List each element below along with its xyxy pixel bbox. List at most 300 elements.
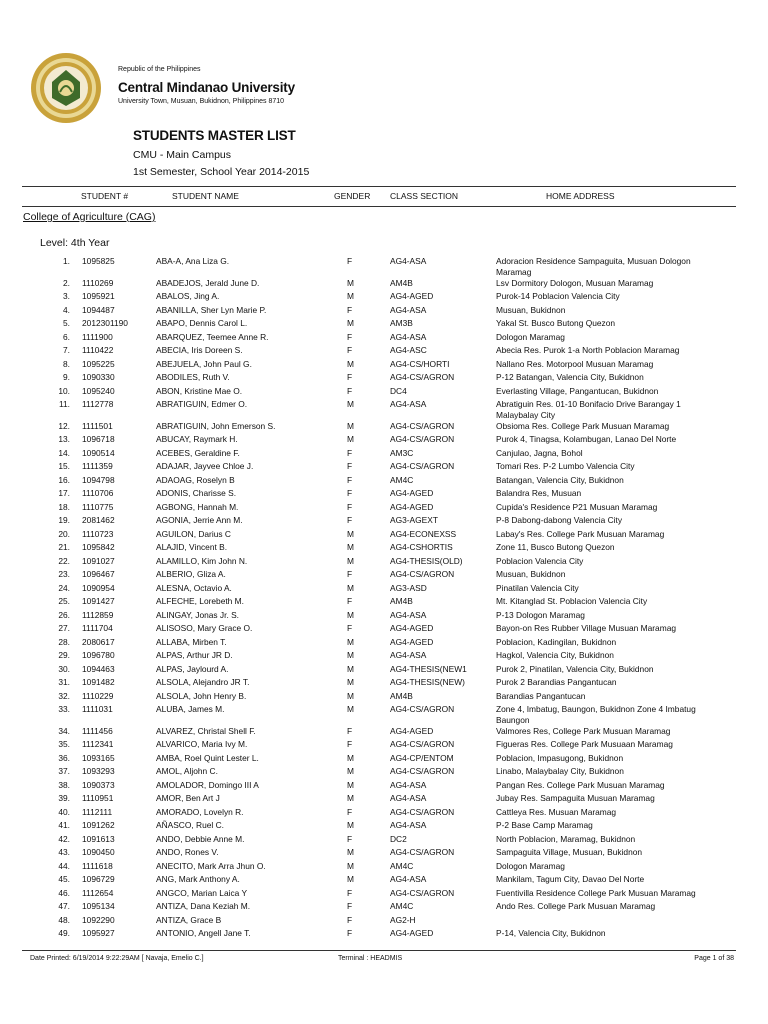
- student-name: ABA-A, Ana Liza G.: [156, 256, 230, 266]
- document-title: STUDENTS MASTER LIST: [133, 128, 296, 143]
- student-name: ACEBES, Geraldine F.: [156, 447, 240, 458]
- table-row: [0, 421, 768, 435]
- table-row: [0, 901, 768, 915]
- class-section: AG4-AGED: [390, 725, 434, 736]
- row-number: 13.: [58, 434, 70, 444]
- student-name: AMORADO, Lovelyn R.: [156, 806, 244, 817]
- class-section: AG4-THESIS(OLD): [390, 555, 463, 566]
- row-number: 17.: [58, 488, 70, 498]
- term-label: 1st Semester, School Year 2014-2015: [133, 166, 310, 178]
- student-id: 1095240: [82, 385, 115, 396]
- student-name: ALSOLA, Alejandro JR T.: [156, 677, 250, 687]
- row-number: 38.: [58, 779, 70, 790]
- home-address: Poblacion Valencia City: [496, 555, 584, 566]
- student-name: ANGCO, Marian Laica Y: [156, 887, 248, 898]
- class-section: AG4-THESIS(NEW1: [390, 663, 467, 674]
- student-id: 1095921: [82, 291, 115, 301]
- student-id: 1095825: [82, 256, 115, 266]
- university-address: University Town, Musuan, Bukidnon, Philippines 8710: [118, 98, 285, 105]
- class-section: AG4-CS/AGRON: [390, 420, 455, 431]
- student-gender: F: [347, 928, 353, 938]
- student-name: ANTIZA, Grace B: [156, 914, 222, 925]
- student-name: ABARQUEZ, Teemee Anne R.: [156, 331, 269, 342]
- class-section: AG4-CS/AGRON: [390, 434, 455, 444]
- student-name: ABANILLA, Sher Lyn Marie P.: [156, 304, 267, 315]
- student-name: ABODILES, Ruth V.: [156, 372, 230, 382]
- student-gender: F: [347, 501, 353, 512]
- home-address: P-13 Dologon Maramag: [496, 609, 585, 620]
- table-row: [0, 915, 768, 929]
- student-gender: M: [347, 847, 354, 857]
- class-section: AG4-ASA: [390, 820, 427, 830]
- row-number: 33.: [58, 704, 70, 714]
- home-address: Figueras Res. College Park Musuaan Maramag: [496, 739, 673, 749]
- table-row: [0, 291, 768, 305]
- home-address: P-12 Batangan, Valencia City, Bukidnon: [496, 372, 644, 382]
- home-address: Obsioma Res. College Park Musuan Maramag: [496, 420, 670, 431]
- student-gender: F: [347, 739, 353, 749]
- home-address: Jubay Res. Sampaguita Musuan Maramag: [496, 793, 655, 803]
- row-number: 23.: [58, 569, 70, 579]
- student-gender: F: [347, 331, 353, 342]
- class-section: DC4: [390, 385, 407, 396]
- col-gender: GENDER: [334, 191, 371, 201]
- class-section: AG4-ASA: [390, 779, 427, 790]
- row-number: 27.: [58, 623, 70, 633]
- home-address: P-8 Dabong-dabong Valencia City: [496, 515, 623, 525]
- student-gender: F: [347, 914, 353, 925]
- table-row: [0, 488, 768, 502]
- class-section: AG4-ASA: [390, 609, 427, 620]
- student-gender: F: [347, 345, 353, 355]
- table-row: [0, 318, 768, 332]
- table-row: [0, 820, 768, 834]
- student-gender: F: [347, 372, 353, 382]
- table-row: [0, 305, 768, 319]
- row-number: 49.: [58, 928, 70, 938]
- student-name: AÑASCO, Ruel C.: [156, 820, 224, 830]
- table-row: [0, 610, 768, 624]
- table-row: [0, 753, 768, 767]
- student-id: 1091613: [82, 833, 115, 844]
- student-id: 1111031: [82, 704, 113, 714]
- class-section: AG4-AGED: [390, 636, 434, 647]
- row-number: 24.: [58, 582, 70, 593]
- student-name: ALLABA, Mirben T.: [156, 636, 227, 647]
- home-address: Purok 2, Pinatilan, Valencia City, Bukidnon: [496, 663, 654, 674]
- table-row: [0, 637, 768, 651]
- campus-label: CMU - Main Campus: [133, 149, 232, 161]
- table-row: [0, 502, 768, 516]
- student-id: 2080617: [82, 636, 115, 647]
- student-name: ALAJID, Vincent B.: [156, 542, 228, 552]
- level-heading: Level: 4th Year: [40, 237, 110, 249]
- home-address: Purok 4, Tinagsa, Kolambugan, Lanao Del Norte: [496, 434, 677, 444]
- class-section: AG4-CS/HORTI: [390, 358, 450, 369]
- student-gender: F: [347, 256, 353, 266]
- home-address: Everlasting Village, Pangantucan, Bukidnon: [496, 385, 659, 396]
- home-address: Hagkol, Valencia City, Bukidnon: [496, 650, 614, 660]
- table-row: [0, 739, 768, 753]
- row-number: 16.: [58, 474, 70, 485]
- university-seal-logo: [30, 52, 102, 124]
- student-gender: M: [347, 677, 354, 687]
- student-id: 1095842: [82, 542, 115, 552]
- home-address: Labay's Res. College Park Musuan Maramag: [496, 528, 665, 539]
- class-section: AM4C: [390, 901, 414, 911]
- row-number: 36.: [58, 752, 70, 763]
- home-address: Canjulao, Jagna, Bohol: [496, 447, 583, 458]
- student-name: ALAMILLO, Kim John N.: [156, 555, 248, 566]
- table-row: [0, 569, 768, 583]
- student-name: ABADEJOS, Jerald June D.: [156, 277, 260, 288]
- student-name: AMOR, Ben Art J: [156, 793, 220, 803]
- student-id: 1112778: [82, 399, 114, 409]
- class-section: AG4-CS/AGRON: [390, 766, 455, 776]
- home-address: Dologon Maramag: [496, 331, 565, 342]
- student-name: AMBA, Roel Quint Lester L.: [156, 752, 259, 763]
- table-row: [0, 793, 768, 807]
- home-address: Linabo, Malaybalay City, Bukidnon: [496, 766, 624, 776]
- student-id: 1112654: [82, 887, 114, 898]
- student-gender: F: [347, 596, 353, 606]
- row-number: 46.: [58, 887, 70, 898]
- student-id: 1111618: [82, 860, 113, 871]
- class-section: AG4-ASA: [390, 304, 427, 315]
- row-number: 32.: [58, 690, 70, 701]
- student-id: 1112859: [82, 609, 114, 620]
- row-number: 37.: [58, 766, 70, 776]
- home-address: Fuentivilla Residence College Park Musuan Maramag: [496, 887, 696, 898]
- table-row: [0, 386, 768, 400]
- table-row: [0, 448, 768, 462]
- table-row: [0, 332, 768, 346]
- student-gender: F: [347, 833, 353, 844]
- student-name: ABUCAY, Raymark H.: [156, 434, 238, 444]
- row-number: 8.: [63, 358, 70, 369]
- row-number: 18.: [58, 501, 70, 512]
- print-info: Date Printed: 6/19/2014 9:22:29AM [ Navaja, Emelio C.]: [30, 955, 204, 962]
- student-gender: M: [347, 434, 354, 444]
- student-name: ADONIS, Charisse S.: [156, 488, 237, 498]
- student-id: 1096729: [82, 874, 115, 884]
- row-number: 40.: [58, 806, 70, 817]
- home-address: Cattleya Res. Musuan Maramag: [496, 806, 617, 817]
- student-id: 1110775: [82, 501, 114, 512]
- col-student-no: STUDENT #: [81, 191, 129, 201]
- table-row: [0, 888, 768, 902]
- row-number: 29.: [58, 650, 70, 660]
- terminal-info: Terminal : HEADMIS: [338, 955, 403, 962]
- table-row: [0, 928, 768, 942]
- class-section: AG4-CS/AGRON: [390, 372, 455, 382]
- student-gender: F: [347, 806, 353, 817]
- class-section: AG4-CSHORTIS: [390, 542, 453, 552]
- class-section: AG4-AGED: [390, 488, 434, 498]
- table-row: [0, 677, 768, 691]
- student-name: ALSOLA, John Henry B.: [156, 690, 247, 701]
- student-id: 1111456: [82, 725, 113, 736]
- class-section: AG4-CS/AGRON: [390, 806, 455, 817]
- table-row: [0, 780, 768, 794]
- student-name: ALPAS, Jaylourd A.: [156, 663, 229, 674]
- student-id: 1090514: [82, 447, 115, 458]
- class-section: AM4C: [390, 474, 414, 485]
- student-id: 1090954: [82, 582, 115, 593]
- row-number: 31.: [58, 677, 70, 687]
- class-section: AG4-THESIS(NEW): [390, 677, 465, 687]
- student-gender: F: [347, 901, 353, 911]
- table-row: [0, 766, 768, 780]
- student-name: ABEJUELA, John Paul G.: [156, 358, 252, 369]
- student-id: 1091482: [82, 677, 115, 687]
- student-gender: M: [347, 650, 354, 660]
- student-id: 1110229: [82, 690, 114, 701]
- student-gender: M: [347, 874, 354, 884]
- student-id: 1096467: [82, 569, 115, 579]
- table-row: [0, 529, 768, 543]
- table-row: [0, 399, 768, 421]
- class-section: AG4-CS/AGRON: [390, 569, 455, 579]
- student-gender: M: [347, 752, 354, 763]
- student-name: ABRATIGUIN, Edmer O.: [156, 399, 248, 409]
- table-row: [0, 278, 768, 292]
- row-number: 28.: [58, 636, 70, 647]
- student-id: 1112341: [82, 739, 114, 749]
- home-address: Lsv Dormitory Dologon, Musuan Maramag: [496, 277, 654, 288]
- home-address: Pangan Res. College Park Musuan Maramag: [496, 779, 665, 790]
- table-header: [22, 186, 736, 207]
- student-name: ANDO, Debbie Anne M.: [156, 833, 245, 844]
- home-address: Poblacion, Kadingilan, Bukidnon: [496, 636, 617, 647]
- student-id: 1095927: [82, 928, 115, 938]
- student-name: AGUILON, Darius C: [156, 528, 231, 539]
- class-section: AG2-H: [390, 914, 416, 925]
- row-number: 34.: [58, 725, 70, 736]
- home-address: Poblacion, Impasugong, Bukidnon: [496, 752, 624, 763]
- student-gender: F: [347, 515, 353, 525]
- student-name: AGONIA, Jerrie Ann M.: [156, 515, 243, 525]
- class-section: AG4-CS/AGRON: [390, 739, 455, 749]
- student-gender: M: [347, 358, 354, 369]
- student-name: ALFECHE, Lorebeth M.: [156, 596, 244, 606]
- student-id: 1093165: [82, 752, 115, 763]
- student-name: ABALOS, Jing A.: [156, 291, 220, 301]
- student-id: 2012301190: [82, 318, 128, 328]
- row-number: 48.: [58, 914, 70, 925]
- row-number: 5.: [63, 318, 70, 328]
- table-row: [0, 847, 768, 861]
- student-id: 1090330: [82, 372, 115, 382]
- college-heading: College of Agriculture (CAG): [23, 211, 156, 223]
- student-name: ABON, Kristine Mae O.: [156, 385, 243, 396]
- row-number: 35.: [58, 739, 70, 749]
- student-id: 1095134: [82, 901, 115, 911]
- student-gender: M: [347, 779, 354, 790]
- table-row: [0, 664, 768, 678]
- page-footer: [22, 950, 736, 962]
- university-name: Central Mindanao University: [118, 80, 295, 95]
- row-number: 30.: [58, 663, 70, 674]
- student-id: 1094463: [82, 663, 115, 674]
- student-gender: F: [347, 385, 353, 396]
- table-row: [0, 461, 768, 475]
- student-gender: M: [347, 704, 354, 714]
- student-name: ALUBA, James M.: [156, 704, 225, 714]
- class-section: AG4-ASA: [390, 650, 427, 660]
- row-number: 42.: [58, 833, 70, 844]
- student-name: ANG, Mark Anthony A.: [156, 874, 240, 884]
- student-gender: F: [347, 887, 353, 898]
- row-number: 20.: [58, 528, 70, 539]
- student-id: 1110422: [82, 345, 114, 355]
- table-row: [0, 834, 768, 848]
- student-gender: M: [347, 528, 354, 539]
- table-row: [0, 515, 768, 529]
- student-id: 2081462: [82, 515, 115, 525]
- class-section: AM4C: [390, 860, 414, 871]
- row-number: 4.: [63, 304, 70, 315]
- student-id: 1091262: [82, 820, 115, 830]
- student-gender: M: [347, 820, 354, 830]
- row-number: 9.: [63, 372, 70, 382]
- student-id: 1112111: [82, 806, 113, 817]
- table-row: [0, 475, 768, 489]
- class-section: AM4B: [390, 690, 413, 701]
- class-section: AG4-AGED: [390, 501, 434, 512]
- home-address: Abratiguin Res. 01-10 Bonifacio Drive Barangay 1 Malaybalay City: [496, 399, 681, 420]
- row-number: 44.: [58, 860, 70, 871]
- student-gender: F: [347, 461, 353, 471]
- table-row: [0, 434, 768, 448]
- student-id: 1096780: [82, 650, 115, 660]
- student-id: 1090373: [82, 779, 115, 790]
- student-gender: M: [347, 542, 354, 552]
- class-section: AG4-CS/AGRON: [390, 704, 455, 714]
- student-id: 1091027: [82, 555, 115, 566]
- table-row: [0, 345, 768, 359]
- class-section: AG4-ASC: [390, 345, 427, 355]
- student-id: 1111359: [82, 461, 113, 471]
- row-number: 26.: [58, 609, 70, 620]
- student-gender: F: [347, 304, 353, 315]
- class-section: AM4B: [390, 277, 413, 288]
- row-number: 47.: [58, 901, 70, 911]
- student-gender: F: [347, 725, 353, 736]
- student-name: AMOLADOR, Domingo III A: [156, 779, 259, 790]
- student-gender: F: [347, 447, 353, 458]
- class-section: AG3-AGEXT: [390, 515, 438, 525]
- student-id: 1111501: [82, 420, 113, 431]
- home-address: P-14, Valencia City, Bukidnon: [496, 928, 606, 938]
- student-gender: M: [347, 555, 354, 566]
- table-row: [0, 704, 768, 726]
- class-section: AM3C: [390, 447, 414, 458]
- row-number: 25.: [58, 596, 70, 606]
- table-row: [0, 359, 768, 373]
- row-number: 11.: [58, 399, 70, 409]
- student-name: ALESNA, Octavio A.: [156, 582, 232, 593]
- table-row: [0, 556, 768, 570]
- row-number: 45.: [58, 874, 70, 884]
- row-number: 19.: [58, 515, 70, 525]
- student-gender: M: [347, 291, 354, 301]
- home-address: Adoracion Residence Sampaguita, Musuan Dologon Maramag: [496, 256, 691, 277]
- col-student-name: STUDENT NAME: [172, 191, 239, 201]
- table-row: [0, 542, 768, 556]
- student-gender: M: [347, 277, 354, 288]
- student-gender: M: [347, 420, 354, 431]
- student-id: 1111900: [82, 331, 113, 342]
- student-gender: F: [347, 474, 353, 485]
- student-id: 1110723: [82, 528, 114, 539]
- class-section: AG3-ASD: [390, 582, 427, 593]
- home-address: Barandias Pangantucan: [496, 690, 586, 701]
- student-name: ABRATIGUIN, John Emerson S.: [156, 420, 276, 431]
- student-name: ANTONIO, Angell Jane T.: [156, 928, 251, 938]
- student-gender: M: [347, 399, 354, 409]
- row-number: 41.: [58, 820, 70, 830]
- table-row: [0, 874, 768, 888]
- class-section: AG4-AGED: [390, 623, 434, 633]
- student-gender: M: [347, 690, 354, 701]
- class-section: AG4-AGED: [390, 291, 434, 301]
- table-row: [0, 650, 768, 664]
- home-address: Mankilam, Tagum City, Davao Del Norte: [496, 874, 645, 884]
- row-number: 1.: [63, 256, 70, 266]
- row-number: 7.: [63, 345, 70, 355]
- student-gender: M: [347, 793, 354, 803]
- table-row: [0, 596, 768, 610]
- student-id: 1110269: [82, 277, 114, 288]
- class-section: DC2: [390, 833, 407, 844]
- student-gender: M: [347, 766, 354, 776]
- row-number: 12.: [58, 420, 70, 431]
- student-gender: M: [347, 318, 354, 328]
- student-name: ADAJAR, Jayvee Chloe J.: [156, 461, 254, 471]
- table-row: [0, 623, 768, 637]
- home-address: Tomari Res. P-2 Lumbo Valencia City: [496, 461, 635, 471]
- table-row: [0, 691, 768, 705]
- home-address: Ando Res. College Park Musuan Maramag: [496, 901, 656, 911]
- student-id: 1095225: [82, 358, 115, 369]
- student-name: AMOL, Aljohn C.: [156, 766, 218, 776]
- class-section: AG4-CS/AGRON: [390, 887, 455, 898]
- class-section: AG4-ASA: [390, 256, 427, 266]
- class-section: AG4-CS/AGRON: [390, 847, 455, 857]
- home-address: Nallano Res. Motorpool Musuan Maramag: [496, 358, 654, 369]
- home-address: Purok-14 Poblacion Valencia City: [496, 291, 620, 301]
- class-section: AG4-ASA: [390, 874, 427, 884]
- student-id: 1092290: [82, 914, 115, 925]
- student-name: ANDO, Rones V.: [156, 847, 219, 857]
- class-section: AG4-CP/ENTOM: [390, 752, 454, 763]
- student-list: [0, 256, 768, 942]
- student-name: ABECIA, Iris Doreen S.: [156, 345, 243, 355]
- class-section: AG4-AGED: [390, 928, 434, 938]
- row-number: 43.: [58, 847, 70, 857]
- student-gender: F: [347, 488, 353, 498]
- row-number: 2.: [63, 277, 70, 288]
- home-address: Valmores Res, College Park Musuan Maramag: [496, 725, 671, 736]
- home-address: Musuan, Bukidnon: [496, 304, 566, 315]
- student-name: ANTIZA, Dana Keziah M.: [156, 901, 251, 911]
- row-number: 6.: [63, 331, 70, 342]
- republic-label: Republic of the Philippines: [118, 66, 201, 73]
- row-number: 22.: [58, 555, 70, 566]
- student-id: 1094798: [82, 474, 115, 485]
- home-address: Zone 11, Busco Butong Quezon: [496, 542, 615, 552]
